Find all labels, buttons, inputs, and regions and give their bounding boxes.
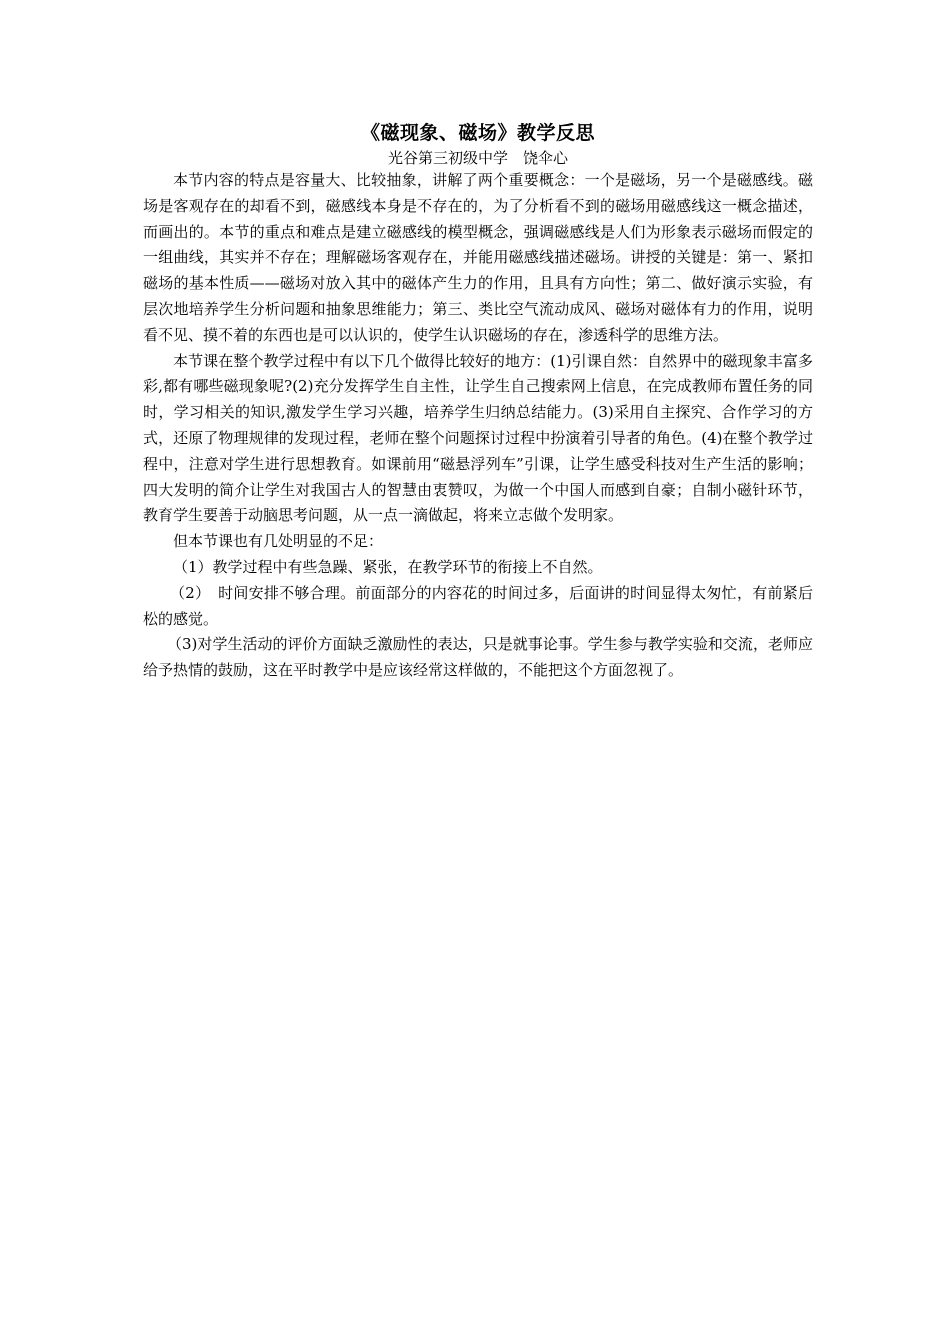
document-page	[143, 118, 813, 684]
paragraph-overview: 本节内容的特点是容量大、比较抽象，讲解了两个重要概念：一个是磁场，另一个是磁感线。磁场是客观存在的却看不到，磁感线本身是不存在的，为了分析看不到的磁场用磁感线这一概念描述，而画出的。本节的重点和难点是建立磁感线的模型概念，强调磁感线是人们为形象表示磁场而假定的一组曲线，其实并不存在；理解磁场客观存在，并能用磁感线描述磁场。讲授的关键是：第一、紧扣磁场的基本性质——磁场对放入其中的磁体产生力的作用，且具有方向性；第二、做好演示实验，有层次地培养学生分析问题和抽象思维能力；第三、类比空气流动成风、磁场对磁体有力的作用，说明看不见、摸不着的东西也是可以认识的，使学生认识磁场的存在，渗透科学的思维方法。	[143, 171, 813, 344]
shortcoming-item-2: （2） 时间安排不够合理。前面部分的内容花的时间过多，后面讲的时间显得太匆忙，有前紧后松的感觉。	[143, 583, 813, 628]
document-author-line: 光谷第三初级中学 饶伞心	[387, 149, 568, 167]
paragraph-shortcomings-intro: 但本节课也有几处明显的不足：	[173, 532, 384, 551]
paragraph-strengths: 本节课在整个教学过程中有以下几个做得比较好的地方：(1)引课自然：自然界中的磁现象丰富多彩,都有哪些磁现象呢?(2)充分发挥学生自主性，让学生自己搜索网上信息，在完成教师布置任务的同时，学习相关的知识,激发学生学习兴趣，培养学生归纳总结能力。(3)采用自主探究、合作学习的方式，还原了物理规律的发现过程，老师在整个问题探讨过程中扮演着引导者的角色。(4)在整个教学过程中，注意对学生进行思想教育。如课前用“磁悬浮列车”引课，让学生感受科技对生产生活的影响；四大发明的简介让学生对我国古人的智慧由衷赞叹，为做一个中国人而感到自豪；自制小磁针环节，教育学生要善于动脑思考问题，从一点一滴做起，将来立志做个发明家。	[143, 351, 813, 525]
shortcoming-item-1: （1）教学过程中有些急躁、紧张，在教学环节的衔接上不自然。	[173, 557, 603, 576]
document-title: 《磁现象、磁场》教学反思	[360, 122, 595, 144]
shortcoming-item-3: （3)对学生活动的评价方面缺乏激励性的表达，只是就事论事。学生参与教学实验和交流，老师应给予热情的鼓励，这在平时教学中是应该经常这样做的，不能把这个方面忽视了。	[143, 635, 813, 680]
